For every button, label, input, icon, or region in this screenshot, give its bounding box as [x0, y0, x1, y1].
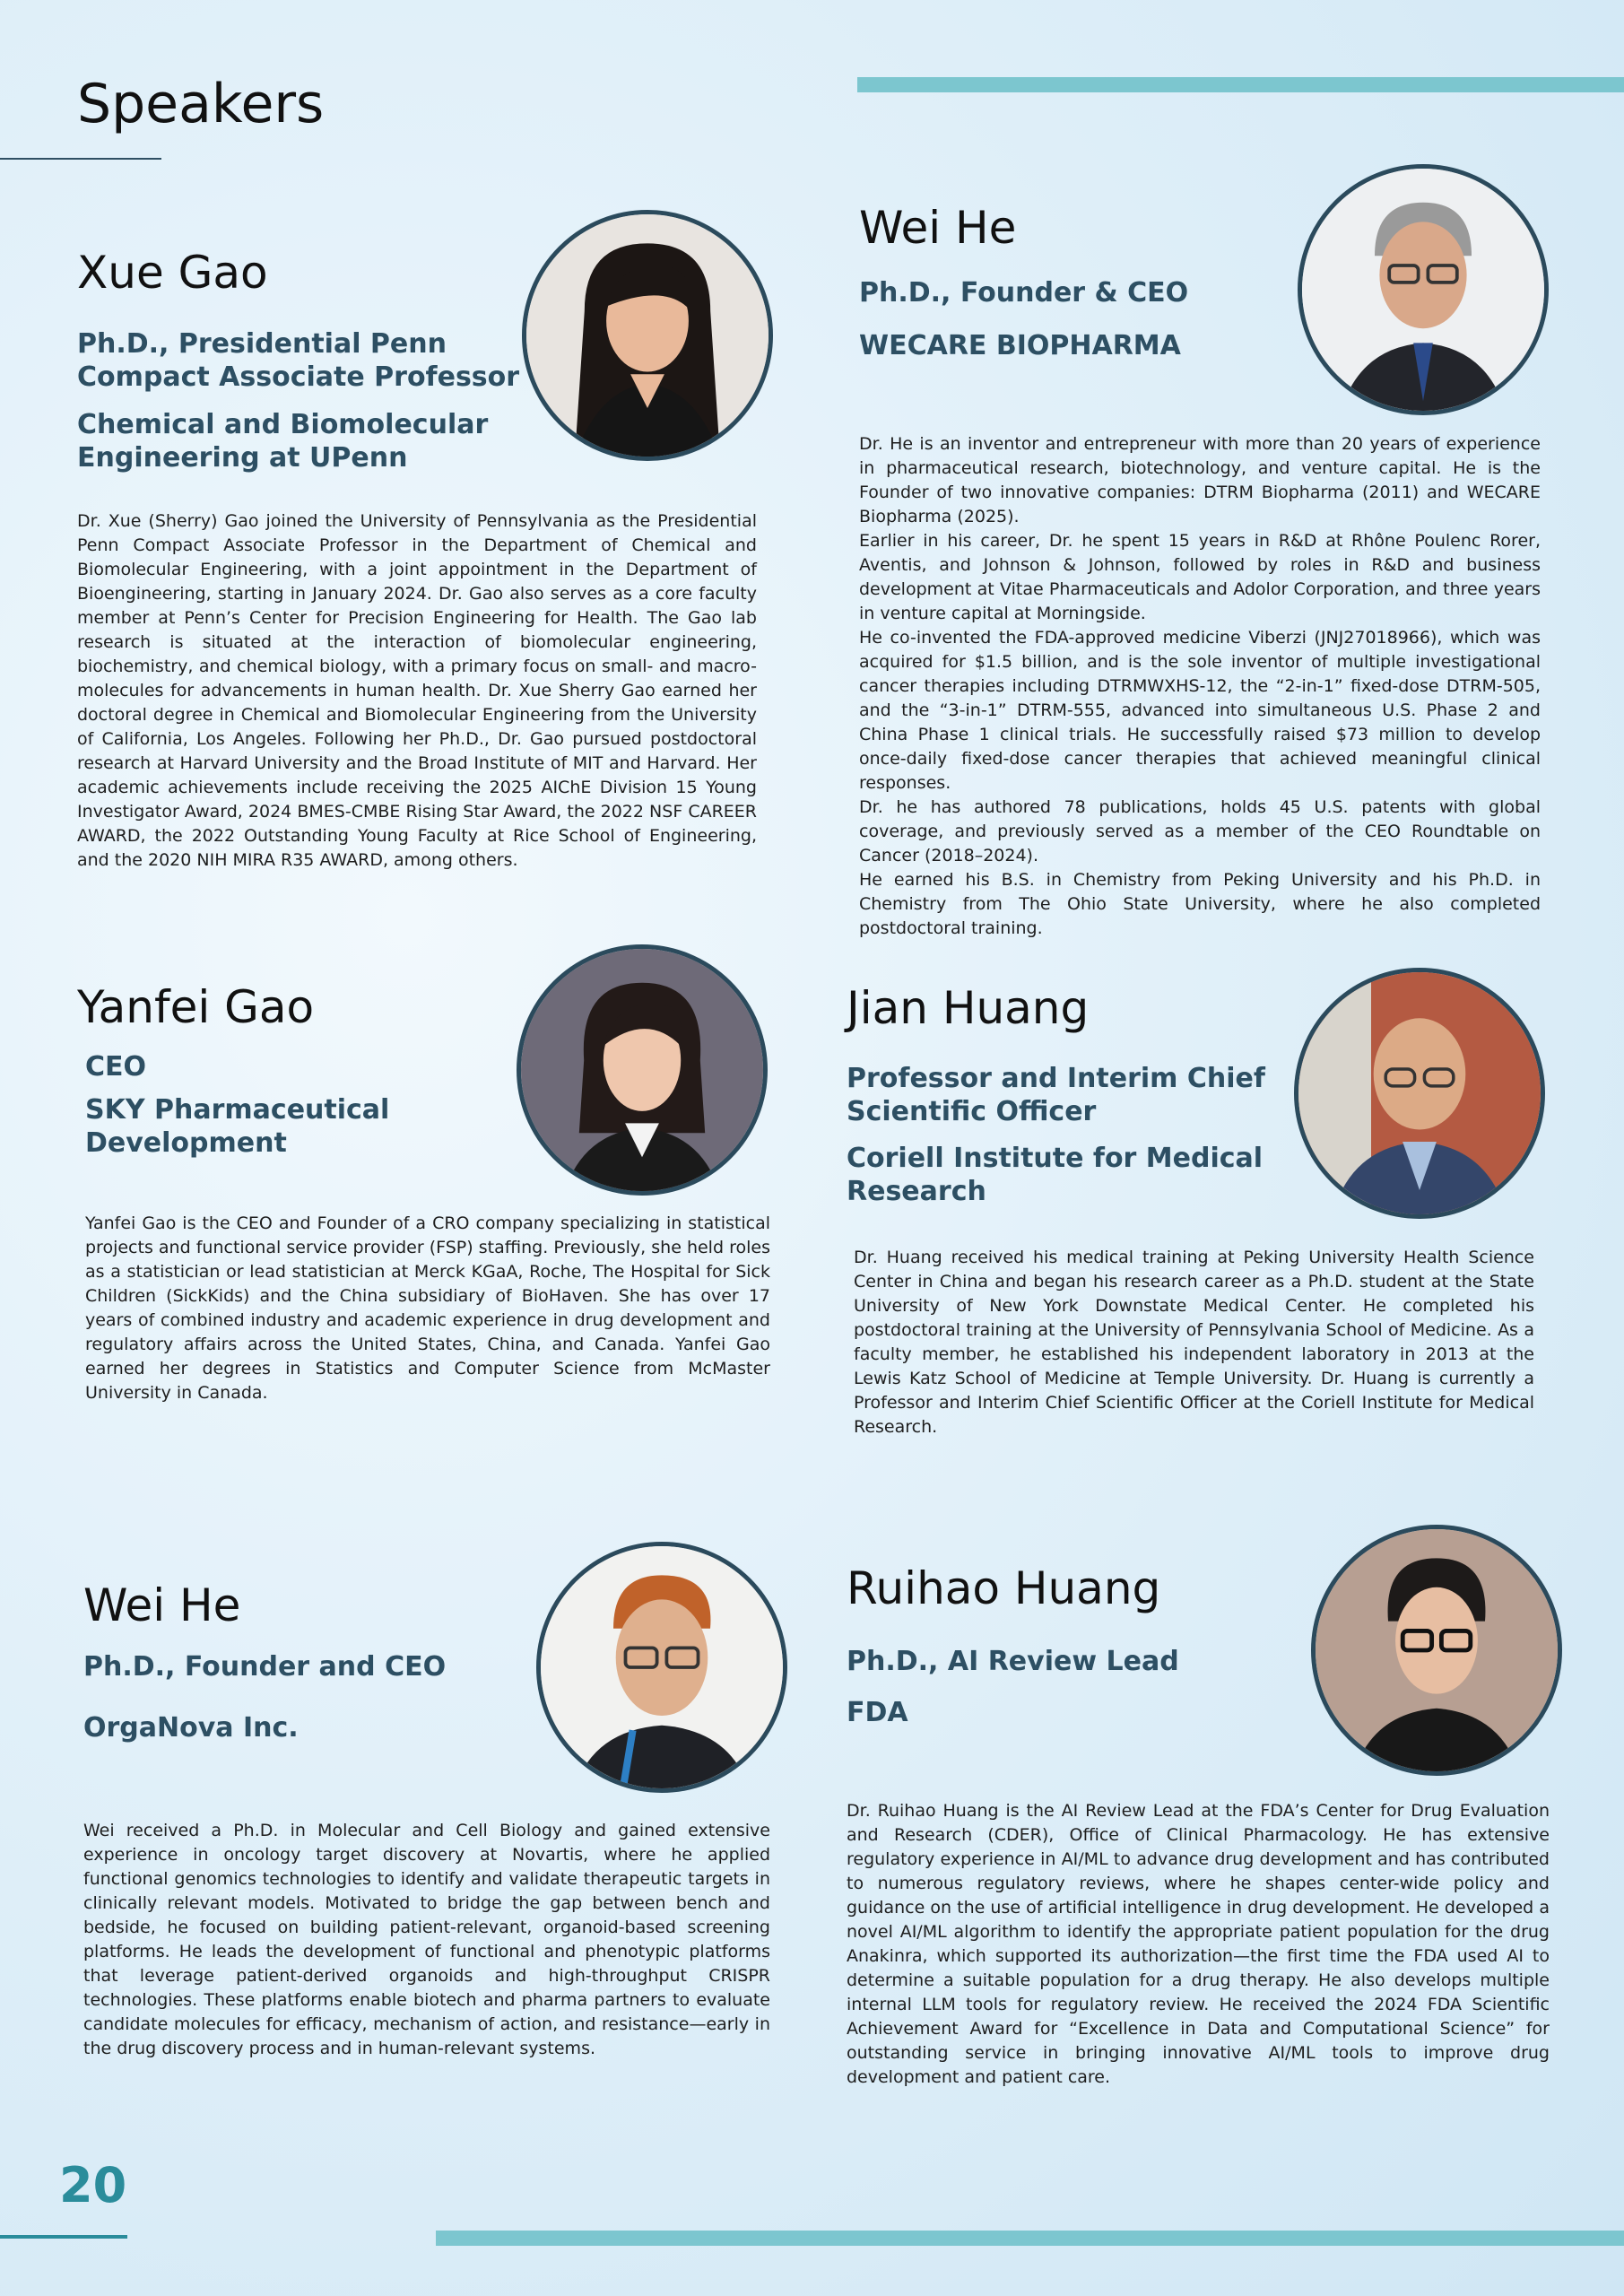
bio-paragraph: Wei received a Ph.D. in Molecular and Cell Biology and gained extensive experience in oncology target discovery at Novartis, where he applied functional genomics technologies to identify and validate therapeutic targets in clinically relevant models. Motivated to bridge the gap between bench and bedside, he focused on building patient-relevant, organoid-based screening platforms. He leads the development of functional and phenotypic platforms that leverage patient-derived organoids and high-throughput CRISPR technologies. These platforms enable biotech and pharma partners to evaluate candidate molecules for efficacy, mechanism of action, and resistance—early in the drug discovery process and in human-relevant systems. [83, 1821, 770, 2058]
speaker-organization: OrgaNova Inc. [83, 1712, 299, 1744]
speaker-photo [1298, 164, 1549, 415]
bio-paragraph: He co-invented the FDA-approved medicine Viberzi (JNJ27018966), which was acquired for $1.5 billion, and is the sole inventor of multiple investigational cancer therapies including DTRMWXHS-12, the “2-in-1” fixed-dose DTRM-505, and the “3-in-1” DTRM-555, advanced into simultaneous U.S. Phase 2 and China Phase 1 clinical trials. He successfully raised $73 million to develop once-daily fixed-dose cancer therapies that achieved meaningful clinical responses. [859, 628, 1541, 793]
speaker-title: Ph.D., AI Review Lead [847, 1646, 1179, 1677]
speaker-photo [536, 1542, 787, 1793]
page-number-underline [0, 2235, 127, 2239]
speaker-name: Wei He [83, 1579, 241, 1631]
speaker-bio [77, 509, 757, 873]
portrait-man-bald-glasses-icon [1298, 972, 1541, 1214]
page-title: Speakers [77, 73, 325, 135]
portrait-man-orange-hair-glasses-icon [541, 1546, 783, 1788]
speaker-organization: Chemical and Biomolecular Engineering at UPenn [77, 409, 489, 474]
speaker-title: Professor and Interim Chief Scientific Officer [847, 1063, 1265, 1127]
bio-paragraph: Dr. he has authored 78 publications, holds 45 U.S. patents with global coverage, and previously served as a member of the CEO Roundtable on Cancer (2018–2024). [859, 797, 1541, 865]
speaker-name: Yanfei Gao [77, 981, 315, 1033]
speaker-title: Ph.D., Founder & CEO [859, 277, 1189, 309]
bio-paragraph: Dr. Huang received his medical training at Peking University Health Science Center in China and began his research career as a Ph.D. student at the State University of New York Downstate Medical Center. He completed his postdoctoral training at the University of Pennsylvania School of Medicine. As a faculty member, he established his independent laboratory in 2013 at the Lewis Katz School of Medicine at Temple University. Dr. Huang is currently a Professor and Interim Chief Scientific Officer at the Coriell Institute for Medical Research. [854, 1248, 1534, 1437]
speaker-photo [1294, 968, 1545, 1219]
speaker-title: CEO [85, 1051, 147, 1083]
speaker-name: Xue Gao [77, 247, 268, 299]
speaker-bio [85, 1212, 770, 1405]
portrait-woman-long-dark-hair-icon [526, 214, 769, 457]
bio-paragraph: Dr. He is an inventor and entrepreneur with more than 20 years of experience in pharmaceutical research, biotechnology, and venture capital. He is the Founder of two innovative companies: DTRM Biopharma (2011) and WECARE Biopharma (2025). [859, 434, 1541, 526]
speaker-organization: WECARE BIOPHARMA [859, 330, 1181, 361]
bio-paragraph: Dr. Ruihao Huang is the AI Review Lead at the FDA’s Center for Drug Evaluation and Research (CDER), Office of Clinical Pharmacology. He has extensive regulatory experience in AI/ML to advance drug development and has contributed to numerous regulatory reviews, where he shapes center-wide policy and guidance on the use of artificial intelligence in drug development. He developed a novel AI/ML algorithm to identify the appropriate patient population for the drug Anakinra, which supported its authorization—the first time the FDA used AI to determine a suitable population for a drug therapy. He also develops multiple internal LLM tools for regulatory review. He received the 2024 FDA Scientific Achievement Award for “Excellence in Data and Computational Science” for outstanding service in bringing innovative AI/ML tools to improve drug development and patient care. [847, 1801, 1550, 2087]
bio-paragraph: Dr. Xue (Sherry) Gao joined the University of Pennsylvania as the Presidential Penn Compact Associate Professor in the Department of Chemical and Biomolecular Engineering, with a joint appointment in the Department of Bioengineering, starting in January 2024. Dr. Gao also serves as a core faculty member at Penn’s Center for Precision Engineering for Health. The Gao lab research is situated at the interaction of biomolecular engineering, biochemistry, and chemical biology, with a primary focus on small- and macro-molecules for advancements in human health. Dr. Xue Sherry Gao earned her doctoral degree in Chemical and Biomolecular Engineering from the University of California, Los Angeles. Following her Ph.D., Dr. Gao pursued postdoctoral research at Harvard University and the Broad Institute of MIT and Harvard. Her academic achievements include receiving the 2025 AIChE Division 15 Young Investigator Award, 2024 BMES-CMBE Rising Star Award, the 2022 NSF CAREER AWARD, the 2022 Outstanding Young Faculty at Rice School of Engineering, and the 2020 NIH MIRA R35 AWARD, among others. [77, 511, 757, 870]
speaker-bio [854, 1246, 1534, 1439]
speaker-bio [83, 1819, 770, 2061]
speaker-photo [1311, 1525, 1562, 1776]
bio-paragraph: He earned his B.S. in Chemistry from Peking University and his Ph.D. in Chemistry from The Ohio State University, where he also completed postdoctoral training. [859, 870, 1541, 938]
speaker-name: Ruihao Huang [847, 1562, 1161, 1614]
title-underline [0, 158, 161, 160]
speaker-photo [517, 944, 768, 1196]
bio-paragraph: Yanfei Gao is the CEO and Founder of a CRO company specializing in statistical projects and functional service provider (FSP) staffing. Previously, she held roles as a statistician or lead statistician at Merck KGaA, Roche, The Hospital for Sick Children (SickKids) and the China subsidiary of BioHaven. She has over 17 years of combined industry and academic experience in drug development and regulatory affairs across the United States, China, and Canada. Yanfei Gao earned her degrees in Statistics and Computer Science from McMaster University in Canada. [85, 1213, 770, 1403]
speaker-title: Ph.D., Founder and CEO [83, 1651, 447, 1683]
portrait-man-glasses-gray-hair-icon [1302, 169, 1544, 411]
speaker-organization: Coriell Institute for Medical Research [847, 1143, 1264, 1207]
speaker-title: Ph.D., Presidential Penn Compact Associate Professor [77, 328, 520, 393]
speaker-organization: SKY Pharmaceutical Development [85, 1094, 390, 1159]
speaker-name: Wei He [859, 202, 1017, 254]
speaker-bio [847, 1799, 1550, 2090]
speaker-photo [522, 210, 773, 461]
bio-paragraph: Earlier in his career, Dr. he spent 15 years in R&D at Rhône Poulenc Rorer, Aventis, and Johnson & Johnson, followed by roles in R&D and business development at Vitae Pharmaceuticals and Adolor Corporation, and three years in venture capital at Morningside. [859, 531, 1541, 623]
speaker-name: Jian Huang [847, 982, 1090, 1034]
speaker-organization: FDA [847, 1697, 908, 1728]
speaker-bio [859, 432, 1541, 941]
bottom-accent-bar [436, 2231, 1624, 2246]
top-accent-bar [857, 77, 1624, 92]
portrait-young-man-glasses-icon [1316, 1529, 1558, 1771]
portrait-woman-shoulder-hair-icon [521, 949, 763, 1191]
page-number: 20 [59, 2157, 127, 2213]
